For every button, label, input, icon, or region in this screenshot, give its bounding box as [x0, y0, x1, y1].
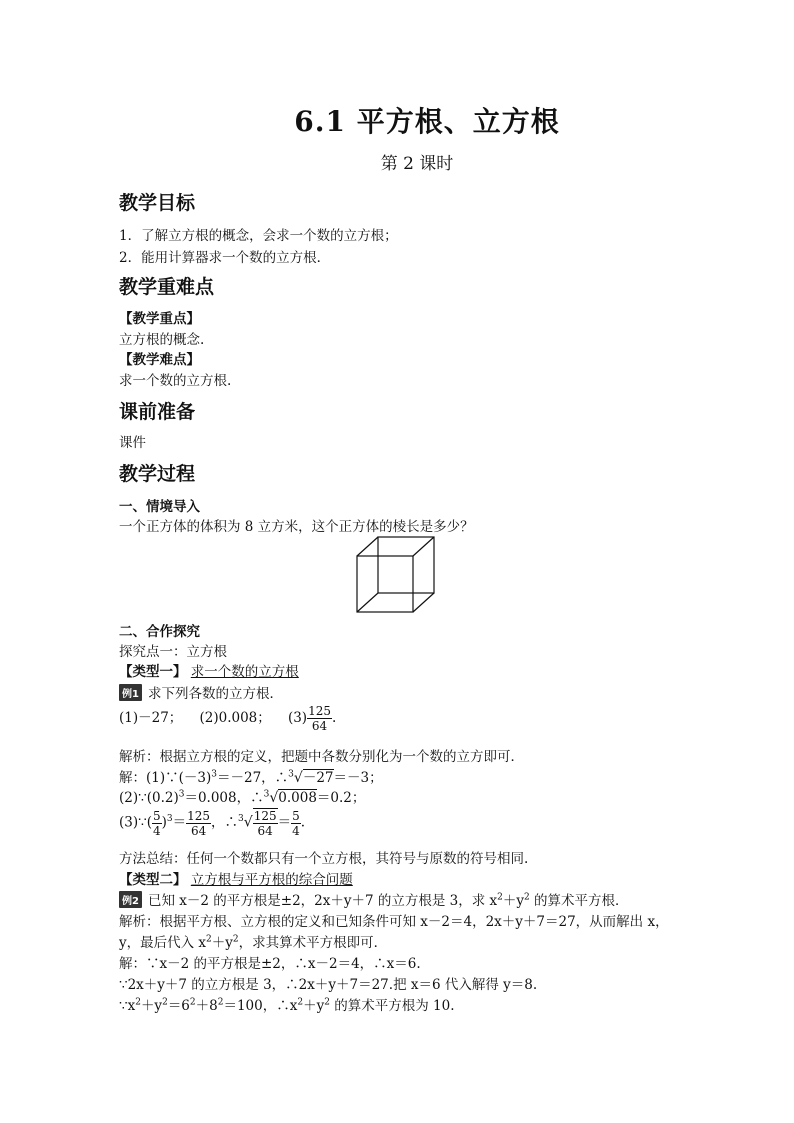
section-heading-keypoints: 教学重难点	[119, 276, 215, 298]
solution-text: ＋y	[140, 998, 163, 1014]
superscript: 2	[297, 997, 304, 1008]
superscript: 3	[211, 769, 217, 780]
radical-sign: √	[269, 790, 279, 806]
type1-title: 求一个数的立方根	[190, 664, 299, 680]
solution-text: ＋8	[195, 998, 218, 1014]
superscript: 2	[497, 892, 503, 903]
fraction-denominator: 4	[292, 823, 300, 838]
fraction	[152, 809, 162, 838]
fraction	[253, 808, 278, 838]
solution-text: (3)∵(	[119, 814, 152, 831]
cube-figure	[355, 535, 439, 615]
example2-line	[119, 889, 629, 909]
difficulty-tag: 【教学难点】	[119, 352, 200, 368]
example1-line	[119, 682, 283, 702]
root-index: 3	[288, 769, 294, 780]
example1-item-c-end: .	[331, 710, 337, 726]
radicand: －27	[302, 770, 334, 786]
example2-analysis-2	[119, 931, 387, 951]
fraction-numerator: 125	[187, 808, 211, 823]
fraction-denominator: 4	[152, 823, 161, 838]
solution-text: ＝－27，∴	[216, 770, 289, 786]
page-title: 6.1 平方根、立方根	[294, 105, 560, 138]
intro-text: 一个正方体的体积为 8 立方米，这个正方体的棱长是多少？	[119, 519, 474, 535]
example1-text: 求下列各数的立方根．	[147, 686, 283, 702]
example2-solution-3	[119, 994, 455, 1014]
superscript: 3	[178, 789, 185, 800]
solution-text: (2)∵(0.2)	[119, 790, 179, 806]
example2-text: 的算术平方根．	[529, 893, 629, 909]
fraction	[291, 809, 301, 838]
example2-badge: 例2	[119, 891, 142, 908]
solution-text: )	[161, 814, 167, 831]
fraction-denominator: 64	[190, 823, 207, 838]
fraction	[307, 704, 332, 733]
section-heading-goals: 教学目标	[119, 192, 196, 214]
radical-sign: √	[243, 814, 253, 831]
type2-line	[119, 868, 353, 888]
analysis-text: ＋y	[211, 935, 233, 951]
fraction-denominator: 64	[311, 719, 328, 733]
fraction-numerator: 5	[292, 808, 300, 823]
type2-title: 立方根与平方根的综合问题	[190, 872, 353, 888]
fraction-numerator: 125	[253, 809, 277, 823]
superscript: 3	[166, 814, 173, 824]
example2-text: 已知 x－2 的平方根是±2，2x＋y＋7 的立方根是 3，求 x	[147, 893, 498, 909]
solution-text: ＝－3；	[333, 770, 383, 786]
superscript: 2	[135, 997, 141, 1008]
method-summary: 方法总结：任何一个数都只有一个立方根，其符号与原数的符号相同.	[119, 851, 529, 867]
fraction-numerator: 125	[308, 704, 331, 718]
example2-solution-1: 解：∵x－2 的平方根是±2，∴x－2＝4，∴x＝6.	[119, 956, 421, 972]
fraction-denominator: 64	[257, 824, 273, 838]
solution-text: ＝6	[167, 998, 190, 1014]
example2-text: ＋y	[502, 893, 525, 909]
example1-solution-1	[119, 766, 383, 786]
superscript: 2	[162, 997, 168, 1008]
example1-item-c-prefix: (3)	[287, 710, 308, 726]
analysis-text: y，最后代入 x	[119, 935, 207, 951]
prep-text: 课件	[119, 435, 146, 451]
solution-text: 解：(1)∵(－3)	[119, 770, 212, 786]
solution-text: ＝0.2；	[316, 790, 366, 806]
superscript: 2	[324, 997, 330, 1008]
example2-analysis-1: 解析：根据平方根、立方根的定义和已知条件可知 x－2＝4，2x＋y＋7＝27，从而解出 x，	[119, 914, 669, 930]
solution-text: ＝	[172, 814, 187, 831]
root-index: 3	[263, 789, 270, 800]
fraction-numerator: 5	[152, 808, 161, 823]
fraction	[186, 809, 211, 838]
example1-badge: 例1	[119, 684, 142, 701]
page-subtitle: 第 2 课时	[380, 154, 454, 174]
example2-solution-2: ∵2x＋y＋7 的立方根是 3，∴2x＋y＋7＝27.把 x＝6 代入解得 y＝8.	[119, 977, 538, 993]
root-index: 3	[238, 814, 244, 824]
type1-line	[119, 660, 299, 680]
superscript: 2	[232, 934, 239, 945]
type1-tag: 【类型一】	[119, 664, 187, 680]
solution-text: ∵x	[119, 998, 136, 1014]
example1-item-b: (2)0.008；	[199, 710, 271, 726]
radical-sign: √	[293, 770, 303, 786]
example1-analysis: 解析：根据立方根的定义，把题中各数分别化为一个数的立方即可．	[119, 749, 524, 765]
radicand: 0.008	[278, 790, 317, 806]
explore-heading: 二、合作探究	[119, 624, 200, 640]
focus-tag: 【教学重点】	[119, 311, 200, 327]
goal-item: 2．能用计算器求一个数的立方根．	[119, 250, 331, 266]
solution-text: ＋y	[303, 998, 325, 1014]
analysis-text: ，求其算术平方根即可．	[238, 935, 388, 951]
type2-tag: 【类型二】	[119, 872, 187, 888]
solution-text: ＝	[277, 814, 292, 831]
superscript: 2	[524, 892, 530, 903]
solution-text: .	[300, 814, 306, 831]
example1-items	[119, 704, 336, 733]
section-heading-prep: 课前准备	[119, 401, 196, 423]
solution-text: 的算术平方根为 10.	[329, 998, 455, 1014]
example1-solution-2	[119, 786, 365, 806]
superscript: 2	[217, 997, 224, 1008]
solution-text: ＝100，∴x	[223, 998, 298, 1014]
goal-item: 1．了解立方根的概念，会求一个数的立方根；	[119, 228, 398, 244]
explore-point: 探究点一：立方根	[119, 644, 227, 660]
example1-item-a: (1)－27；	[119, 710, 183, 726]
focus-text: 立方根的概念.	[119, 332, 205, 348]
difficulty-text: 求一个数的立方根.	[119, 373, 232, 389]
solution-text: ，∴	[211, 814, 239, 831]
superscript: 2	[189, 997, 196, 1008]
intro-heading: 一、情境导入	[119, 499, 200, 515]
solution-text: ＝0.008，∴	[184, 790, 264, 806]
superscript: 2	[206, 934, 212, 945]
section-heading-process: 教学过程	[119, 463, 196, 485]
example1-solution-3	[119, 808, 305, 838]
